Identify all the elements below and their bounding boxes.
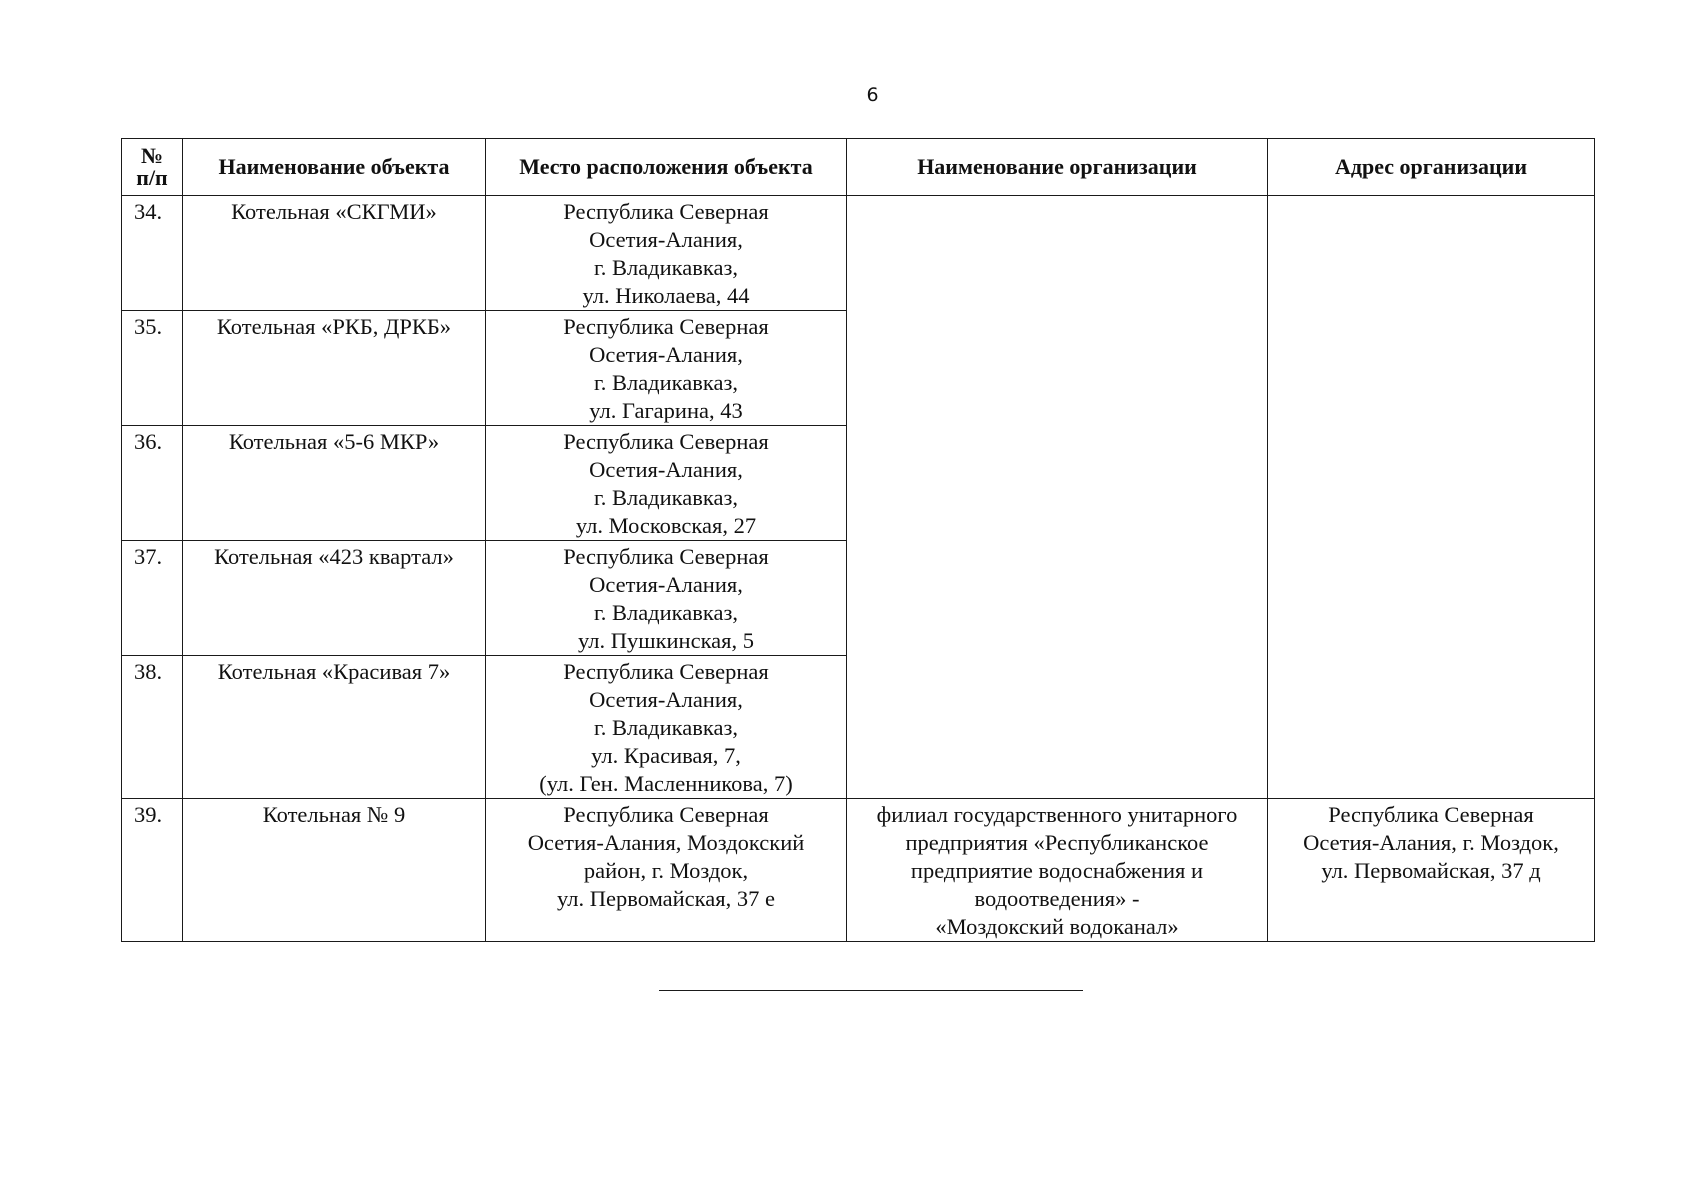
location-line: Осетия-Алания, [589,687,743,712]
object-name: Котельная «Красивая 7» [183,656,486,799]
table-header-row [122,139,1595,196]
header-org-address: Адрес организации [1268,139,1595,196]
location-line: ул. Николаева, 44 [582,283,750,308]
org-name-line: филиал государственного унитарного [876,802,1238,827]
location-line: ул. Красивая, 7, [591,743,741,768]
header-number [122,139,183,196]
location-line: Республика Северная [563,544,769,569]
location-line: Республика Северная [563,429,769,454]
object-name: Котельная № 9 [183,799,486,942]
location-line: г. Владикавказ, [594,600,738,625]
location-line: г. Владикавказ, [594,255,738,280]
location-line: Республика Северная [563,314,769,339]
header-number-symbol: № [140,143,164,168]
location-line: ул. Первомайская, 37 е [557,886,775,911]
location-line: Осетия-Алания, Моздокский [527,830,805,855]
closing-rule [659,990,1083,991]
header-org-name: Наименование организации [847,139,1268,196]
object-location [486,541,847,656]
org-address [1268,799,1595,942]
location-line: Осетия-Алания, [589,342,743,367]
location-line: ул. Московская, 27 [575,513,757,538]
location-line: ул. Гагарина, 43 [589,398,743,423]
org-name-line: водоотведения» - [974,886,1140,911]
location-line: г. Владикавказ, [594,715,738,740]
object-location [486,196,847,311]
location-line: г. Владикавказ, [594,485,738,510]
org-address-line: ул. Первомайская, 37 д [1321,858,1541,883]
location-line: г. Владикавказ, [594,370,738,395]
object-name: Котельная «РКБ, ДРКБ» [183,311,486,426]
org-name-line: «Моздокский водоканал» [935,914,1179,939]
page-number: 6 [866,84,879,106]
object-location [486,656,847,799]
header-object-name: Наименование объекта [183,139,486,196]
object-location [486,799,847,942]
objects-table [121,138,1595,942]
object-name: Котельная «423 квартал» [183,541,486,656]
location-line: Республика Северная [563,199,769,224]
table-row [122,799,1595,942]
location-line: ул. Пушкинская, 5 [578,628,754,653]
row-number: 37. [122,541,183,656]
org-name-line: предприятие водоснабжения и [910,858,1204,883]
row-number: 36. [122,426,183,541]
org-name-line: предприятия «Республиканское [905,830,1209,855]
location-line: Осетия-Алания, [589,572,743,597]
table-row [122,196,1595,311]
header-object-location: Место расположения объекта [486,139,847,196]
header-number-abbr: п/п [136,165,168,190]
org-address-line: Осетия-Алания, г. Моздок, [1303,830,1559,855]
object-name: Котельная «СКГМИ» [183,196,486,311]
row-number: 39. [122,799,183,942]
location-line: район, г. Моздок, [583,858,749,883]
location-line: (ул. Ген. Масленникова, 7) [539,771,793,796]
location-line: Республика Северная [563,802,769,827]
row-number: 38. [122,656,183,799]
location-line: Осетия-Алания, [589,227,743,252]
org-address-empty [1268,196,1595,799]
org-name [847,799,1268,942]
row-number: 35. [122,311,183,426]
row-number: 34. [122,196,183,311]
location-line: Осетия-Алания, [589,457,743,482]
object-name: Котельная «5-6 МКР» [183,426,486,541]
org-address-line: Республика Северная [1328,802,1534,827]
org-name-empty [847,196,1268,799]
object-location [486,426,847,541]
location-line: Республика Северная [563,659,769,684]
object-location [486,311,847,426]
